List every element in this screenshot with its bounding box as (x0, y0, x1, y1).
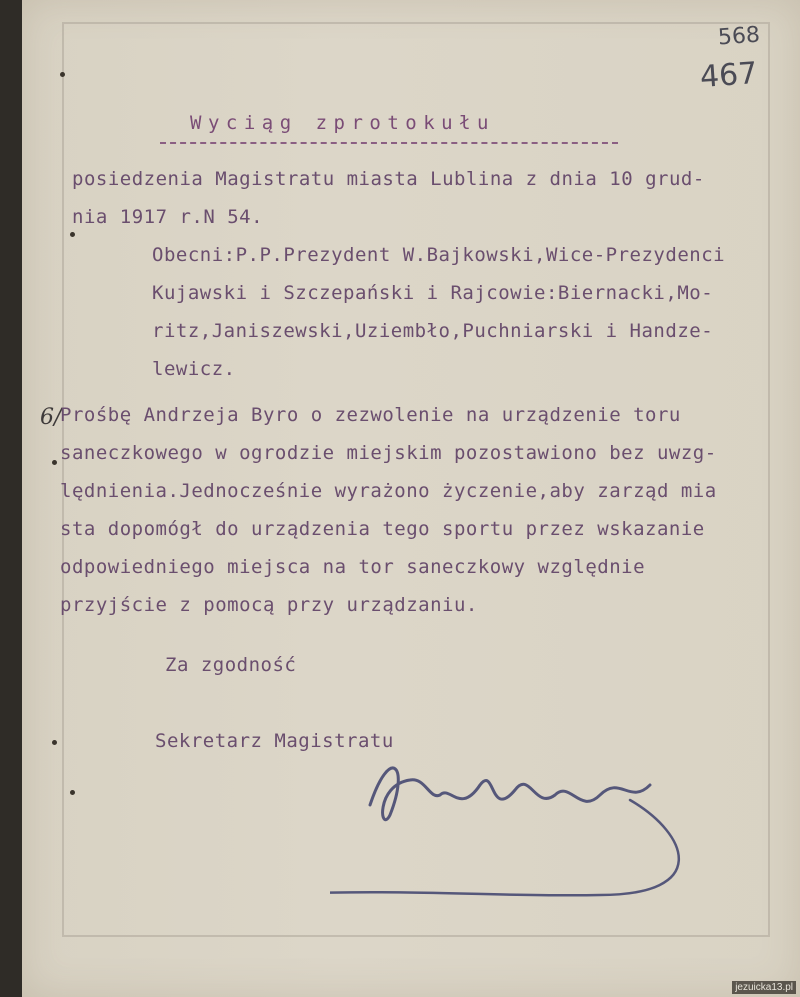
text-line-7: Prośbę Andrzeja Byro o zezwolenie na urządzenie toru (60, 404, 681, 426)
punch-hole (52, 740, 57, 745)
punch-hole (52, 460, 57, 465)
text-line-11: odpowiedniego miejsca na tor saneczkowy względnie (60, 556, 646, 578)
document-heading: Wyciąg zprotokułu (190, 112, 495, 134)
text-line-1: posiedzenia Magistratu miasta Lublina z dnia 10 grud- (72, 168, 705, 190)
punch-hole (70, 790, 75, 795)
text-line-4: Kujawski i Szczepański i Rajcowie:Biernacki,Mo- (152, 282, 714, 304)
signature-stroke (370, 768, 650, 820)
text-line-3: Obecni:P.P.Prezydent W.Bajkowski,Wice-Prezydenci (152, 244, 726, 266)
punch-hole (60, 72, 65, 77)
certification-text: Za zgodność (165, 654, 297, 676)
text-line-6: lewicz. (152, 358, 236, 380)
punch-hole (70, 232, 75, 237)
archive-number-bottom: 467 (698, 56, 759, 95)
text-line-8: saneczkowego w ogrodzie miejskim pozostawiono bez uwzg- (60, 442, 717, 464)
margin-mark: 6/ (40, 405, 62, 430)
signature (330, 725, 690, 925)
text-line-5: ritz,Janiszewski,Uziembło,Puchniarski i Handze- (152, 320, 714, 342)
text-line-12: przyjście z pomocą przy urządzaniu. (60, 594, 478, 616)
secretary-title: Sekretarz Magistratu (155, 730, 394, 752)
archive-number-top: 568 (717, 22, 761, 51)
text-line-9: lędnienia.Jednocześnie wyrażono życzenie,aby zarząd mia (60, 480, 717, 502)
watermark: jezuicka13.pl (732, 981, 796, 994)
heading-underline (160, 142, 618, 144)
text-line-10: sta dopomógł do urządzenia tego sportu przez wskazanie (60, 518, 705, 540)
text-line-2: nia 1917 r.N 54. (72, 206, 264, 228)
